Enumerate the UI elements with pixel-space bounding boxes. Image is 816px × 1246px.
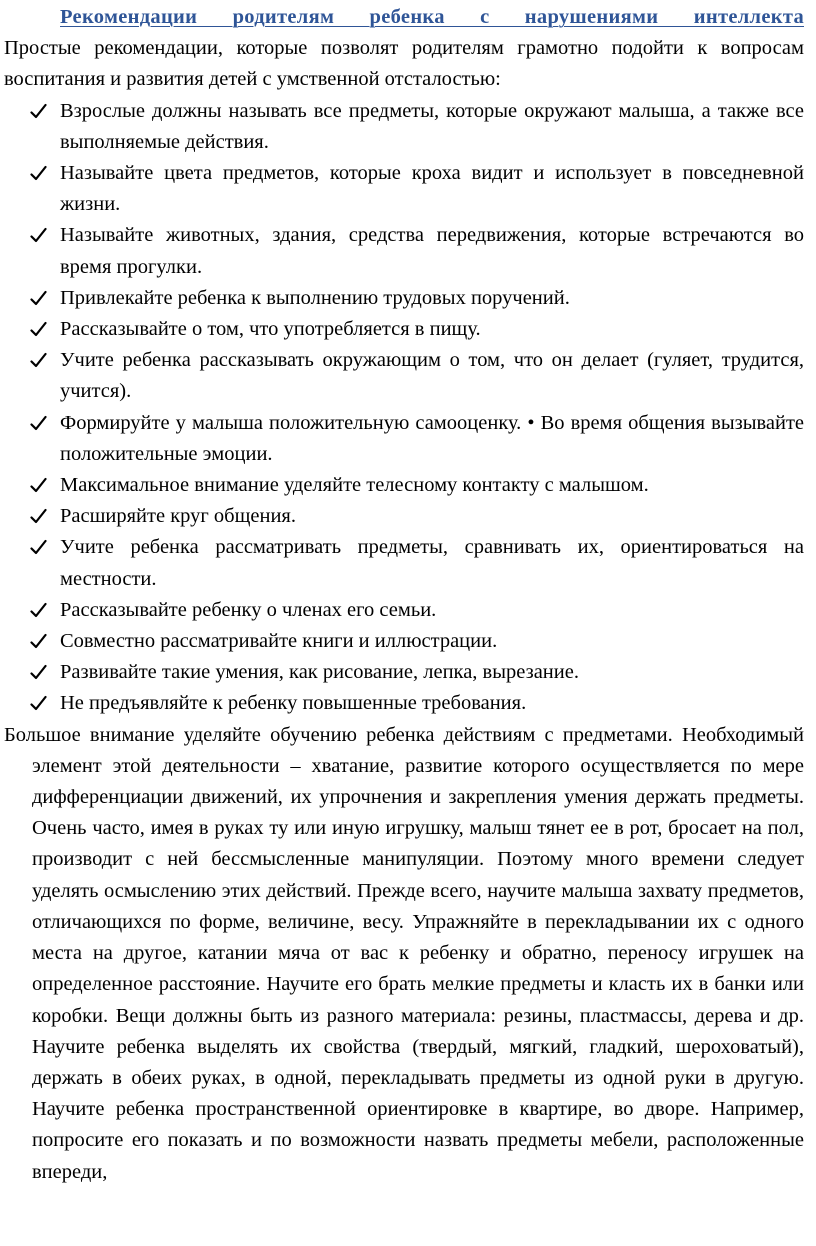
list-item (60, 220, 804, 282)
list-item-text: Называйте цвета предметов, которые кроха видит и использует в повседневной жизни. (60, 162, 804, 216)
list-item-text: Формируйте у малыша положительную самооценку. • Во время общения вызывайте положительные эмоции. (60, 411, 804, 465)
list-item (60, 657, 804, 688)
list-item (60, 501, 804, 532)
body-paragraph: Большое внимание уделяйте обучению ребенка действиям с предметами. Необходимый элемент этой деятельности – хватание, развитие которого осуществляется по мере дифференциации движений, их упрочнения и закрепления умения держать предметы. Очень часто, имея в руках ту или иную игрушку, малыш тянет ее в рот, бросает на пол, производит с ней бессмысленные манипуляции. Поэтому много времени следует уделять осмыслению этих действий. Прежде всего, научите малыша захвату предметов, отличающихся по форме, величине, весу. Упражняйте в перекладывании их с одного места на другое, катании мяча от вас к ребенку и обратно, переносу игрушек на определенное расстояние. Научите его брать мелкие предметы и класть их в банки или коробки. Вещи должны быть из разного материала: резины, пластмассы, дерева и др. Научите ребенка выделять их свойства (твердый, мягкий, гладкий, шероховатый), держать в обеих руках, в одной, перекладывать предметы из одной руки в другую. Научите ребенка пространственной ориентировке в квартире, во дворе. Например, попросите его показать и по возможности назвать предметы мебели, расположенные впереди, (4, 723, 804, 1183)
check-icon (28, 408, 48, 439)
list-item-text: Учите ребенка рассматривать предметы, сравнивать их, ориентироваться на местности. (60, 536, 804, 590)
list-item (60, 532, 804, 594)
check-icon (28, 595, 48, 626)
list-item-text: Развивайте такие умения, как рисование, лепка, вырезание. (60, 661, 579, 684)
check-icon (28, 501, 48, 532)
list-item (60, 408, 804, 470)
list-item (60, 626, 804, 657)
check-icon (28, 532, 48, 563)
check-icon (28, 688, 48, 719)
list-item-text: Рассказывайте ребенку о членах его семьи. (60, 598, 437, 621)
list-item-text: Максимальное внимание уделяйте телесному контакту с малышом. (60, 474, 649, 497)
page-title: Рекомендации родителям ребенка с нарушениями интеллекта (60, 6, 804, 28)
list-item-text: Привлекайте ребенка к выполнению трудовых поручений. (60, 286, 570, 309)
check-icon (28, 96, 48, 127)
check-icon (28, 158, 48, 189)
intro-paragraph: Простые рекомендации, которые позволят родителям грамотно подойти к вопросам воспитания и развития детей с умственной отсталостью: (4, 37, 804, 91)
list-item (60, 158, 804, 220)
list-item (60, 283, 804, 314)
list-item-text: Взрослые должны называть все предметы, которые окружают малыша, а также все выполняемые действия. (60, 99, 804, 153)
check-icon (28, 626, 48, 657)
check-icon (28, 220, 48, 251)
list-item (60, 688, 804, 719)
check-icon (28, 314, 48, 345)
list-item-text: Не предъявляйте к ребенку повышенные требования. (60, 692, 527, 715)
list-item-text: Расширяйте круг общения. (60, 505, 296, 528)
check-icon (28, 345, 48, 376)
list-item (60, 314, 804, 345)
list-item-text: Учите ребенка рассказывать окружающим о том, что он делает (гуляет, трудится, учится). (60, 349, 804, 403)
list-item (60, 345, 804, 407)
list-item-text: Совместно рассматривайте книги и иллюстрации. (60, 630, 498, 653)
check-icon (28, 657, 48, 688)
check-icon (28, 283, 48, 314)
recommendations-list (4, 96, 804, 720)
list-item-text: Называйте животных, здания, средства передвижения, которые встречаются во время прогулки. (60, 224, 804, 278)
list-item (60, 595, 804, 626)
list-item (60, 96, 804, 158)
list-item-text: Рассказывайте о том, что употребляется в пищу. (60, 318, 481, 341)
check-icon (28, 470, 48, 501)
list-item (60, 470, 804, 501)
